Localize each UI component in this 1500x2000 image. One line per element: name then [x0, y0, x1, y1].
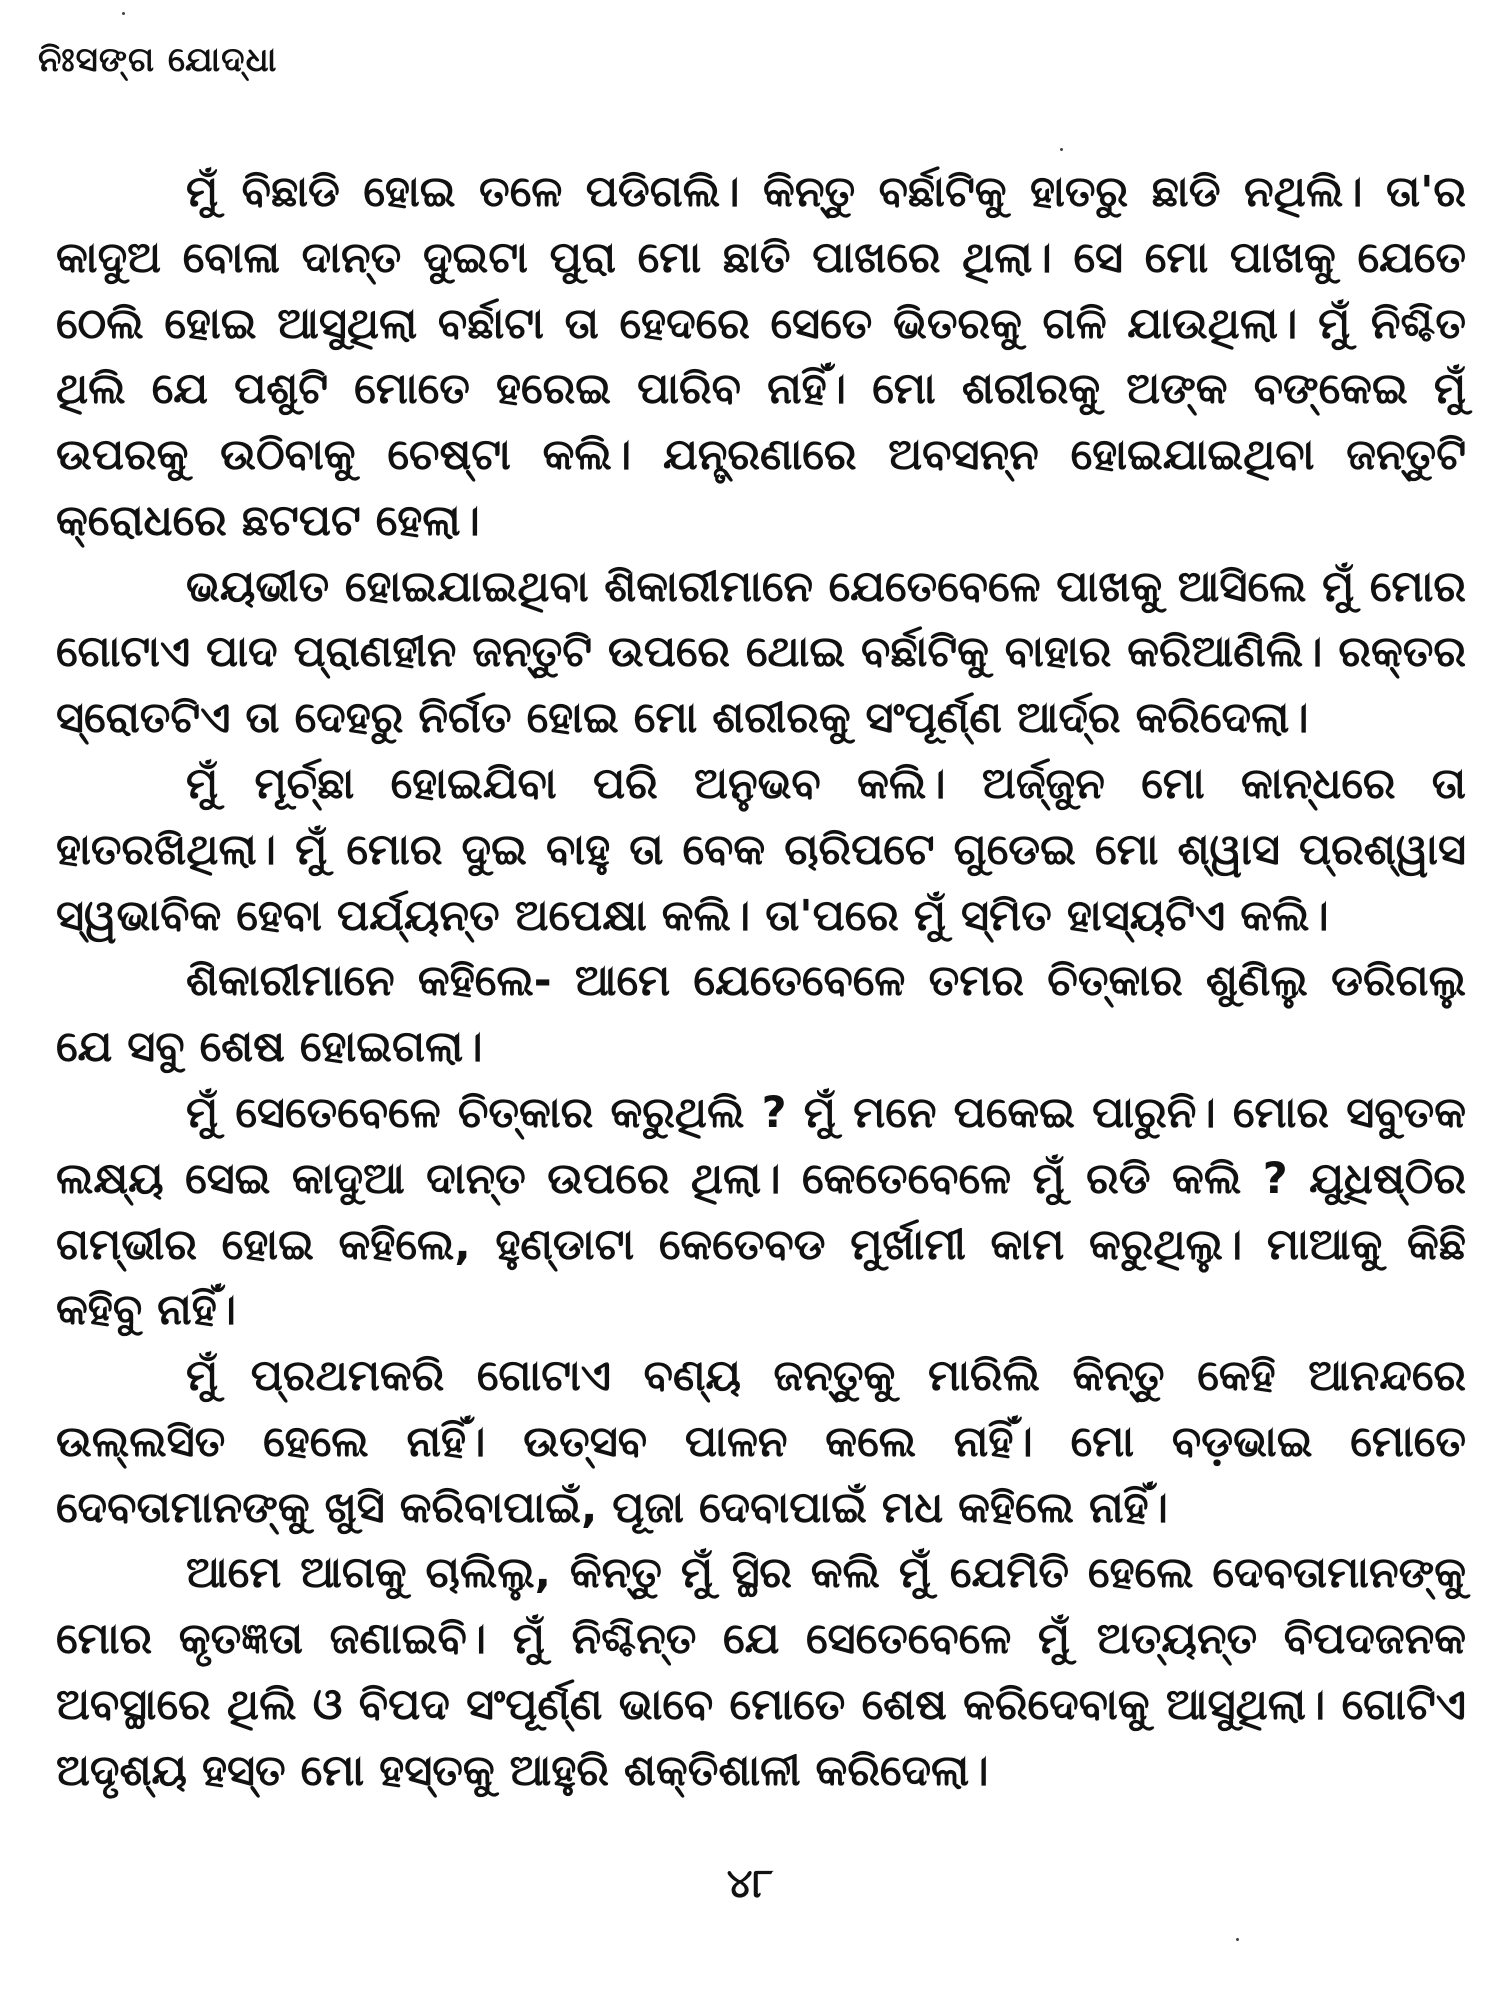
print-speck: [1060, 148, 1063, 151]
page-number: ୪୮: [726, 1861, 774, 1907]
print-speck: [1236, 1938, 1239, 1941]
paragraph: ମୁଁ ସେତେବେଳେ ଚିତ୍କାର କରୁଥିଲି ? ମୁଁ ମନେ ପକେଇ ପାରୁନି। ମୋର ସବୁତକ ଲକ୍ଷ୍ୟ ସେଇ କାଦୁଆ ଦାନ୍ତ ଉପରେ ଥିଲା। କେତେବେଳେ ମୁଁ ରଡି କଲି ? ଯୁଧିଷ୍ଠିର ଗମ୍ଭୀର ହୋଇ କହିଲେ, ହୁଣ୍ଡାଟା କେତେବଡ ମୁର୍ଖାମୀ କାମ କରୁଥିଲୁ। ମାଆକୁ କିଛି କହିବୁ ନାହିଁ।: [56, 1087, 1466, 1336]
paragraph: ଆମେ ଆଗକୁ ଚାଲିଲୁ, କିନ୍ତୁ ମୁଁ ସ୍ଥିର କଲି ମୁଁ ଯେମିତି ହେଲେ ଦେବତାମାନଙ୍କୁ ମୋର କୃତଜ୍ଞତା ଜଣାଇବି। ମୁଁ ନିଶ୍ଚିନ୍ତ ଯେ ସେତେବେଳେ ମୁଁ ଅତ୍ୟନ୍ତ ବିପଦଜନକ ଅବସ୍ଥାରେ ଥିଲି ଓ ବିପଦ ସଂପୂର୍ଣ୍ଣ ଭାବେ ମୋତେ ଶେଷ କରିଦେବାକୁ ଆସୁଥିଲା। ଗୋଟିଏ ଅଦୃଶ୍ୟ ହସ୍ତ ମୋ ହସ୍ତକୁ ଆହୁରି ଶକ୍ତିଶାଳୀ କରିଦେଲା।: [56, 1548, 1466, 1796]
paragraph: ମୁଁ ବିଛାଡି ହୋଇ ତଳେ ପଡିଗଲି। କିନ୍ତୁ ବର୍ଛାଟିକୁ ହାତରୁ ଛାଡି ନଥିଲି। ତା'ର କାଦୁଅ ବୋଳା ଦାନ୍ତ ଦୁଇଟା ପୁରା ମୋ ଛାତି ପାଖରେ ଥିଲା। ସେ ମୋ ପାଖକୁ ଯେତେ ଠେଲି ହୋଇ ଆସୁଥିଲା ବର୍ଛାଟା ତା ହେଦରେ ସେତେ ଭିତରକୁ ଗଳି ଯାଉଥିଲା। ମୁଁ ନିଶ୍ଚିତ ଥିଲି ଯେ ପଶୁଟି ମୋତେ ହରେଇ ପାରିବ ନାହିଁ। ମୋ ଶରୀରକୁ ଅଙ୍କ ବଙ୍କେଇ ମୁଁ ଉପରକୁ ଉଠିବାକୁ ଚେଷ୍ଟା କଲି। ଯନ୍ତ୍ରଣାରେ ଅବସନ୍ନ ହୋଇଯାଇଥିବା ଜନ୍ତୁଟି କ୍ରୋଧରେ ଛଟପଟ ହେଲା।: [56, 167, 1466, 546]
paragraph: ଶିକାରୀମାନେ କହିଲେ- ଆମେ ଯେତେବେଳେ ତମର ଚିତ୍କାର ଶୁଣିଲୁ ଡରିଗଲୁ ଯେ ସବୁ ଶେଷ ହୋଇଗଲା।: [56, 956, 1466, 1073]
print-speck: [122, 12, 125, 15]
paragraph: ଭୟଭୀତ ହୋଇଯାଇଥିବା ଶିକାରୀମାନେ ଯେତେବେଳେ ପାଖକୁ ଆସିଲେ ମୁଁ ମୋର ଗୋଟାଏ ପାଦ ପ୍ରାଣହୀନ ଜନ୍ତୁଟି ଉପରେ ଥୋଇ ବର୍ଛାଟିକୁ ବାହାର କରିଆଣିଲି। ରକ୍ତର ସ୍ରୋତଟିଏ ତା ଦେହରୁ ନିର୍ଗତ ହୋଇ ମୋ ଶରୀରକୁ ସଂପୂର୍ଣ୍ଣ ଆର୍ଦ୍ର କରିଦେଲା।: [56, 561, 1466, 744]
paragraph: ମୁଁ ପ୍ରଥମକରି ଗୋଟାଏ ବଣ୍ୟ ଜନ୍ତୁକୁ ମାରିଲି କିନ୍ତୁ କେହି ଆନନ୍ଦରେ ଉଲ୍ଲସିତ ହେଲେ ନାହିଁ। ଉତ୍ସବ ପାଳନ କଲେ ନାହିଁ। ମୋ ବଡ଼ଭାଇ ମୋତେ ଦେବତାମାନଙ୍କୁ ଖୁସି କରିବାପାଇଁ, ପୂଜା ଦେବାପାଇଁ ମଧ କହିଲେ ନାହିଁ।: [56, 1351, 1466, 1533]
running-header-title: ନିଃସଙ୍ଗ ଯୋଦ୍ଧା: [38, 40, 278, 80]
body-text: [56, 160, 1466, 1805]
paragraph: ମୁଁ ମୂର୍ଚ୍ଛା ହୋଇଯିବା ପରି ଅନୁଭବ କଲି। ଅର୍ଜ୍ଜୁନ ମୋ କାନ୍ଧରେ ତା ହାତରଖିଥିଲା। ମୁଁ ମୋର ଦୁଇ ବାହୁ ତା ବେକ ଚାରିପଟେ ଗୁଡେଇ ମୋ ଶ୍ୱାସ ପ୍ରଶ୍ୱାସ ସ୍ୱଭାବିକ ହେବା ପର୍ଯ୍ୟନ୍ତ ଅପେକ୍ଷା କଲି। ତା'ପରେ ମୁଁ ସ୍ମିତ ହାସ୍ୟଟିଏ କଲି।: [56, 759, 1466, 941]
